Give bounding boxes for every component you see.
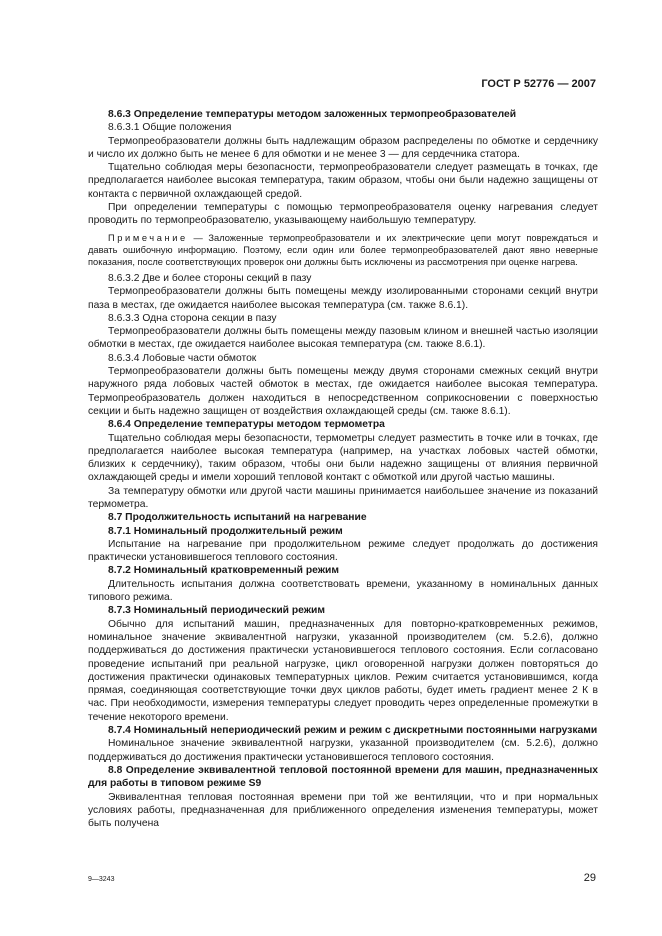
section-8-8-heading: 8.8 Определение эквивалентной тепловой постоянной времени для машин, предназначенных для работы в типовом режиме S9	[88, 764, 598, 790]
paragraph: Термопреобразователи должны быть помещены между пазовым клином и внешней частью изоляции обмотки в местах, где ожидается наиболее высокая температура (см. также 8.6.1).	[88, 326, 598, 351]
page-number: 29	[583, 872, 596, 884]
paragraph: Термопреобразователи должны быть помещены между изолированными сторонами секций внутри паза в местах, где ожидается наиболее высокая температура (см. также 8.6.1).	[88, 286, 598, 311]
paragraph: Обычно для испытаний машин, предназначенных для повторно-кратковременных режимов, номинальное значение эквивалентной нагрузки, указанной производителем (см. 5.2.6), должно поддерживаться до достижения практически установившегося теплового состояния. Если согласовано проведение испытаний при реальной нагрузке, цикл оговоренной нагрузки должен повторяться до достижения практически одинаковых температурных циклов. Режим считается установившимся, когда прямая, соединяющая соответствующие точки двух циклов работы, будет иметь градиент менее 2 К в час. При необходимости, измерения температуры следует проводить через определенные промежутки в течение некоторого времени.	[88, 618, 598, 723]
print-code: 9—3243	[88, 876, 115, 883]
paragraph: При определении температуры с помощью термопреобразователя оценку нагревания следует проводить по термопреобразователю, указывающему наибольшую температуру.	[88, 202, 598, 227]
note-text: — Заложенные термопреобразователи и их электрические цепи могут повреждаться и давать ошибочную информацию. Поэтому, если один или более термопреобразователей дают явно неверные показания, после соответствующих проверок они должны быть исключены из рассмотрения при оценке нагрева.	[88, 232, 598, 267]
paragraph: Длительность испытания должна соответствовать времени, указанному в номинальных данных типового режима.	[88, 578, 598, 604]
section-8-6-3-4-heading: 8.6.3.4 Лобовые части обмоток	[108, 352, 257, 364]
paragraph: Тщательно соблюдая меры безопасности, термометры следует разместить в точке или в точках, где предполагается наиболее высокая температура (например, на участках лобовых частей обмотки, близких к сердечнику), таким образом, чтобы они были надежно защищены от влияния первичной охлаждающей среды и имели хороший тепловой контакт с обмоткой или другой частью машины.	[88, 432, 598, 484]
paragraph: За температуру обмотки или другой части машины принимается наибольшее значение из показаний термометра.	[88, 485, 598, 510]
paragraph: Термопреобразователи должны быть надлежащим образом распределены по обмотке и сердечнику и число их должно быть не менее 6 для обмотки и не менее 3 — для сердечника статора.	[88, 135, 598, 160]
section-8-7-2-heading: 8.7.2 Номинальный кратковременный режим	[108, 565, 339, 577]
section-8-7-1-heading: 8.7.1 Номинальный продолжительный режим	[108, 525, 343, 537]
paragraph: Тщательно соблюдая меры безопасности, термопреобразователи следует размещать в точках, где предполагается наиболее высокая температура, таким образом, чтобы они были надежно защищены от контакта с первичной охлаждающей средой.	[88, 162, 598, 200]
section-8-6-3-heading: 8.6.3 Определение температуры методом заложенных термопреобразователей	[108, 109, 517, 120]
paragraph: Испытание на нагревание при продолжительном режиме следует продолжать до достижения практически установившегося теплового состояния.	[88, 538, 598, 564]
note	[88, 232, 598, 268]
section-8-6-3-3-heading: 8.6.3.3 Одна сторона секции в пазу	[108, 312, 277, 324]
note-label: Примечание	[108, 232, 188, 243]
section-8-6-3-1-heading: 8.6.3.1 Общие положения	[108, 122, 232, 134]
section-8-6-3-2-heading: 8.6.3.2 Две и более стороны секций в пазу	[108, 272, 312, 284]
paragraph: Эквивалентная тепловая постоянная времени при той же вентиляции, что и при нормальных условиях работы, предназначенная для приближенного определения изменения температуры, может быть получена	[88, 791, 598, 830]
section-8-7-3-heading: 8.7.3 Номинальный периодический режим	[108, 605, 326, 617]
section-8-7-4-heading: 8.7.4 Номинальный непериодический режим и режим с дискретными постоянными нагрузками	[108, 725, 598, 737]
document-body	[88, 108, 598, 830]
paragraph: Термопреобразователи должны быть помещены между двумя сторонами смежных секций внутри наружного ряда лобовых частей обмоток в местах, где ожидается наиболее высокая температура. Термопреобразователь должен находиться в непосредственном соприкосновении с поверхностью секции и быть надежно защищен от воздействия охлаждающей среды (см. также 8.6.1).	[88, 366, 598, 417]
section-8-6-4-heading: 8.6.4 Определение температуры методом термометра	[108, 419, 385, 431]
section-8-7-heading: 8.7 Продолжительность испытаний на нагревание	[108, 512, 367, 524]
standard-number: ГОСТ Р 52776 — 2007	[481, 78, 596, 90]
paragraph: Номинальное значение эквивалентной нагрузки, указанной производителем (см. 5.2.6), должно поддерживаться до достижения практически установившегося теплового состояния.	[88, 738, 598, 763]
